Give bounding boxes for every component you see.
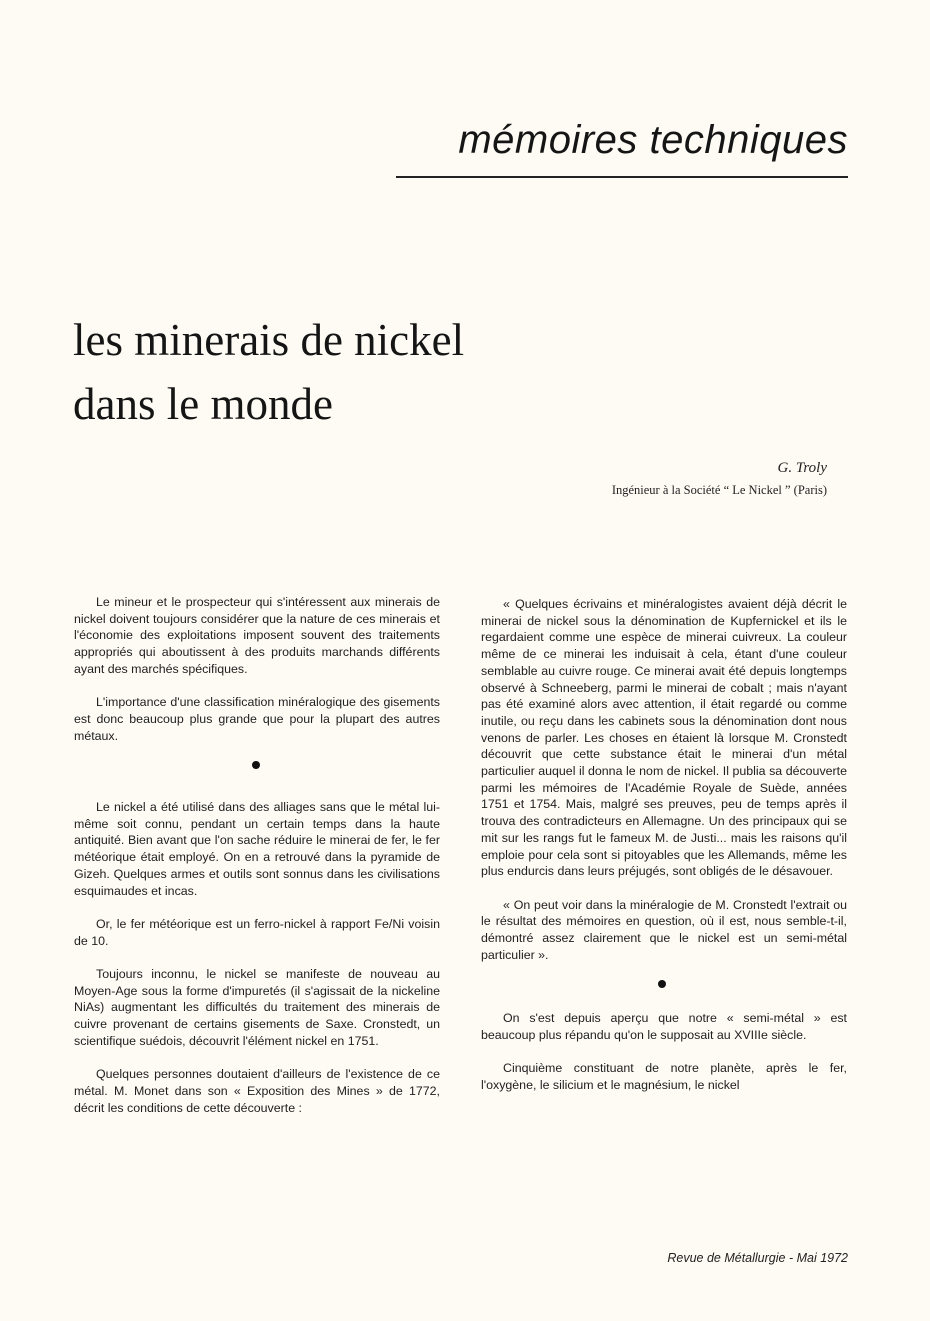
left-paragraph-5: Toujours inconnu, le nickel se manifeste de nouveau au Moyen-Age sous la forme d'impuretés (il s'agissait de la nickeline NiAs) augmentant les difficultés du traitement des minerais de cuivre provenant de certains gisements de Saxe. Cronstedt, un scientifique suédois, découvrit l'élément nickel en 1751. [74,967,440,1048]
author-affiliation: Ingénieur à la Société “ Le Nickel ” (Paris) [611,483,827,497]
right-paragraph-2: « On peut voir dans la minéralogie de M. Cronstedt l'extrait ou le résultat des mémoires en question, où il est, nous semble-t-il, démontré assez clairement que le nickel est un semi-métal particulier ». [481,897,847,962]
article-title-line-1: les minerais de nickel [73,315,465,365]
article-title-line-2: dans le monde [73,379,333,429]
journal-footer: Revue de Métallurgie - Mai 1972 [667,1251,848,1265]
left-column [74,594,440,1133]
section-separator-bullet [252,761,260,769]
section-rule [396,176,848,178]
right-paragraph-3: On s'est depuis aperçu que notre « semi-métal » est beaucoup plus répandu qu'on le supposait au XVIIIe siècle. [481,1011,847,1042]
left-paragraph-2: L'importance d'une classification minéralogique des gisements est donc beaucoup plus grande que pour la plupart des autres métaux. [74,695,440,743]
article-title [73,308,464,436]
right-paragraph-4: Cinquième constituant de notre planète, après le fer, l'oxygène, le silicium et le magnésium, le nickel [481,1061,847,1092]
author-name: G. Troly [777,460,827,476]
section-header: mémoires techniques [458,118,848,162]
left-paragraph-6: Quelques personnes doutaient d'ailleurs de l'existence de ce métal. M. Monet dans son « Exposition des Mines » de 1772, décrit les conditions de cette découverte : [74,1067,440,1115]
right-paragraph-1: « Quelques écrivains et minéralogistes avaient déjà décrit le minerai de nickel sous la dénomination de Kupfernickel et ils le regardaient comme une espèce de minerai cuivreux. La couleur même de ce minerai les induisait à cela, étant d'une couleur semblable au cuivre rouge. Ce minerai avait été depuis longtemps observé à Schneeberg, parmi le minerai de cobalt ; mais n'ayant pas été examiné alors avec attention, il était regardé ou comme inutile, ou reçu dans les cabinets sous la dénomination dont nous venons de parler. Les choses en étaient là lorsque M. Cronstedt découvrit que cette substance était le minerai d'un métal particulier auquel il donna le nom de nickel. Il publia sa découverte parmi les mémoires de l'Académie Royale de Suède, années 1751 et 1754. Mais, malgré ses preuves, peu de temps après il trouva des contradicteurs en Allemagne. Un des principaux qui se mit sur les rangs fut le fameux M. de Justi... mais les raisons qu'il emploie pour cela sont si pitoyables que les Allemands, même les plus endurcis dans leurs préjugés, sont obligés de le désavouer. [481,597,847,879]
left-paragraph-4: Or, le fer météorique est un ferro-nickel à rapport Fe/Ni voisin de 10. [74,916,440,948]
right-column [481,596,847,1110]
section-separator-bullet [658,980,666,988]
left-paragraph-3: Le nickel a été utilisé dans des alliages sans que le métal lui-même soit connu, pendant un certain temps dans la haute antiquité. Bien avant que l'on sache réduire le minerai de fer, le fer météorique était employé. On en a retrouvé dans la pyramide de Gizeh. Quelques armes et outils sont sonnus dans les civilisations esquimaudes et incas. [74,800,440,898]
left-paragraph-1: Le mineur et le prospecteur qui s'intéressent aux minerais de nickel doivent toujours considérer que la nature de ces minerais et l'économie des exploitations imposent souvent des traitements appropriés qui aboutissent à des produits marchands différents ayant des marchés spécifiques. [74,595,440,676]
